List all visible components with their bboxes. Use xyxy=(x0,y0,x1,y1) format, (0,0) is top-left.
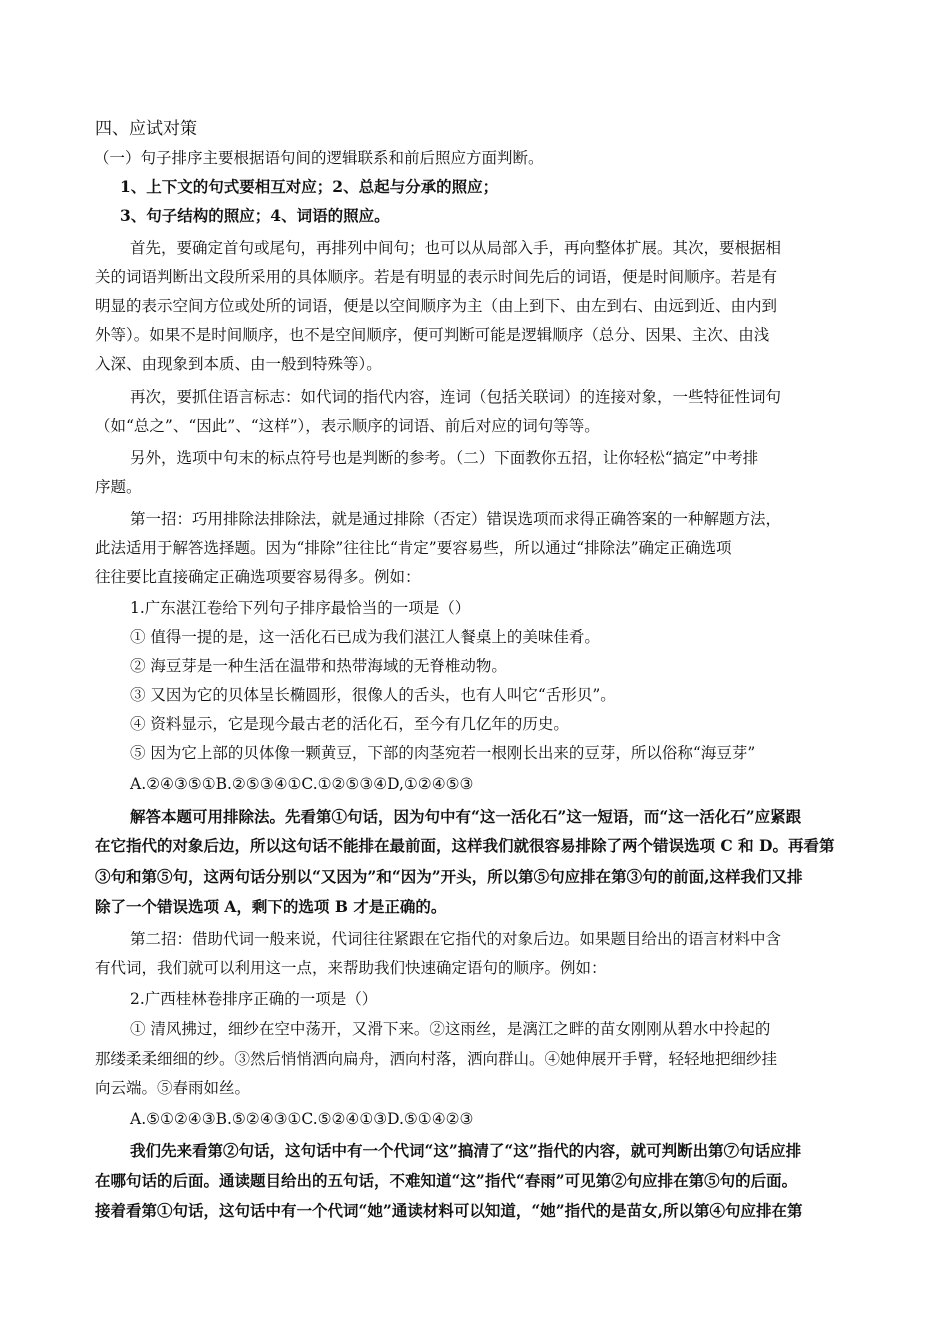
question-item: ⑤ 因为它上部的贝体像一颗黄豆，下部的肉茎宛若一根刚长出来的豆芽，所以俗称“海豆芽” xyxy=(130,744,756,762)
paragraph-line: 有代词，我们就可以利用这一点，来帮助我们快速确定语句的顺序。例如： xyxy=(95,959,607,977)
question-material: 那缕柔柔细细的纱。③然后悄悄洒向扁舟，洒向村落，洒向群山。④她伸展开手臂，轻轻地把细纱挂 xyxy=(95,1050,778,1068)
section-title: 四、应试对策 xyxy=(95,119,197,139)
paragraph-line: 入深、由现象到本质、由一般到特殊等）。 xyxy=(95,355,382,373)
answer-line: 在它指代的对象后边，所以这句话不能排在最前面，这样我们就很容易排除了两个错误选项 C 和 D。再看第 xyxy=(95,836,835,855)
paragraph-line: 关的词语判断出文段所采用的具体顺序。若是有明显的表示时间先后的词语，便是时间顺序。若是有 xyxy=(95,268,778,286)
paragraph-line: 第一招：巧用排除法排除法，就是通过排除（否定）错误选项而求得正确答案的一种解题方法， xyxy=(130,510,782,528)
question-item: ② 海豆芽是一种生活在温带和热带海域的无脊椎动物。 xyxy=(130,657,507,675)
answer-line: 除了一个错误选项 A，剩下的选项 B 才是正确的。 xyxy=(95,897,447,916)
question-item: ① 值得一提的是，这一活化石已成为我们湛江人餐桌上的美味佳肴。 xyxy=(130,628,600,646)
question-item: ③ 又因为它的贝体呈长椭圆形，很像人的舌头，也有人叫它“舌形贝”。 xyxy=(130,686,616,704)
question-item: ④ 资料显示，它是现今最古老的活化石，至今有几亿年的历史。 xyxy=(130,715,569,733)
paragraph-line: 第二招：借助代词一般来说，代词往往紧跟在它指代的对象后边。如果题目给出的语言材料中含 xyxy=(130,930,782,948)
question-material: ① 清风拂过，细纱在空中荡开，又滑下来。②这雨丝，是漓江之畔的苗女刚刚从碧水中拎起的 xyxy=(130,1020,771,1038)
paragraph-line: （如“总之”、“因此”、“这样”），表示顺序的词语、前后对应的词句等等。 xyxy=(95,417,600,435)
paragraph-line: 序题。 xyxy=(95,478,142,496)
answer-line: 在哪句话的后面。通读题目给出的五句话，不难知道“这”指代“春雨”可见第②句应排在第⑤句的后面。 xyxy=(95,1171,798,1190)
paragraph-line: 往往要比直接确定正确选项要容易得多。例如： xyxy=(95,568,421,586)
paragraph-line: 首先，要确定首句或尾句，再排列中间句；也可以从局部入手，再向整体扩展。其次，要根据相 xyxy=(130,239,782,257)
question-stem: 2.广西桂林卷排序正确的一项是（） xyxy=(130,990,378,1008)
paragraph-line: 再次，要抓住语言标志：如代词的指代内容，连词（包括关联词）的连接对象，一些特征性词句 xyxy=(130,388,782,406)
question-material: 向云端。⑤春雨如丝。 xyxy=(95,1079,251,1097)
answer-line: 我们先来看第②句话，这句话中有一个代词“这”搞清了“这”指代的内容，就可判断出第⑦句话应排 xyxy=(130,1141,802,1160)
rule-line: 3、句子结构的照应；4、词语的照应。 xyxy=(120,206,390,225)
paragraph-line: 此法适用于解答选择题。因为“排除”往往比“肯定”要容易些，所以通过“排除法”确定正确选项 xyxy=(95,539,732,557)
question-stem: 1.广东湛江卷给下列句子排序最恰当的一项是（） xyxy=(130,599,471,617)
question-options: A.②④③⑤①B.②⑤③④①C.①②⑤③④D,①②④⑤③ xyxy=(130,775,474,793)
answer-line: 接着看第①句话，这句话中有一个代词“她”通读材料可以知道，“她”指代的是苗女,所以第④句应排在第 xyxy=(95,1201,803,1220)
paragraph-line: 明显的表示空间方位或处所的词语，便是以空间顺序为主（由上到下、由左到右、由远到近、由内到 xyxy=(95,297,778,315)
paragraph-line: 另外，选项中句末的标点符号也是判断的参考。（二）下面教你五招，让你轻松“搞定”中考排 xyxy=(130,449,759,467)
paragraph-line: 外等）。如果不是时间顺序，也不是空间顺序，便可判断可能是逻辑顺序（总分、因果、主次、由浅 xyxy=(95,326,770,344)
answer-line: ③句和第⑤句，这两句话分别以“又因为”和“因为”开头，所以第⑤句应排在第③句的前面,这样我们又排 xyxy=(95,867,803,886)
rule-line: 1、上下文的句式要相互对应；2、总起与分承的照应； xyxy=(120,177,499,196)
question-options: A.⑤①②④③B.⑤②④③①C.⑤②④①③D.⑤①④②③ xyxy=(130,1110,474,1128)
intro-line: （一）句子排序主要根据语句间的逻辑联系和前后照应方面判断。 xyxy=(94,149,544,167)
answer-line: 解答本题可用排除法。先看第①句话，因为句中有“这一活化石”这一短语，而“这一活化石”应紧跟 xyxy=(130,807,802,826)
